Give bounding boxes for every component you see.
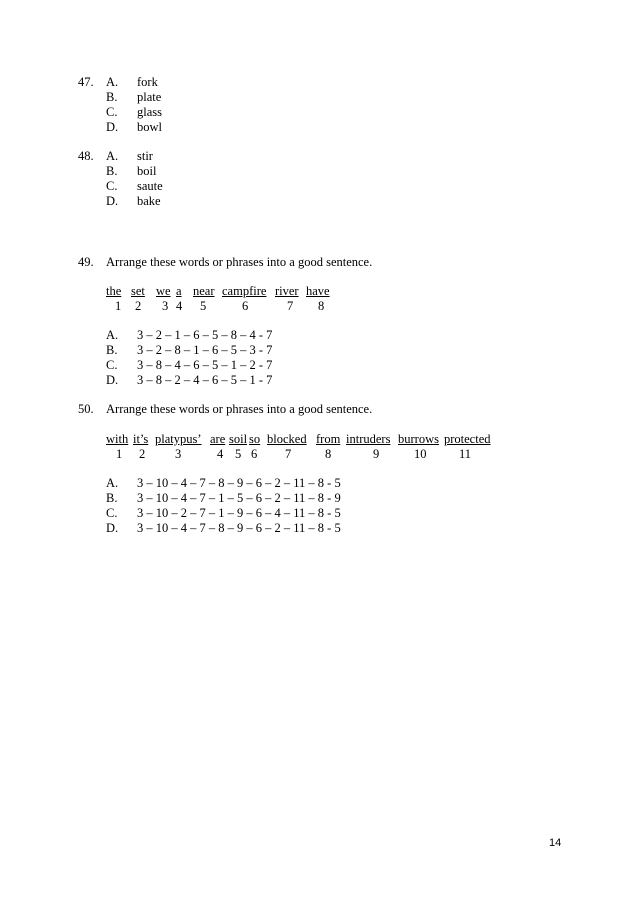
option-text: 3 – 8 – 2 – 4 – 6 – 5 – 1 - 7 — [137, 373, 273, 387]
word-number: 6 — [251, 447, 258, 461]
option-text: bake — [137, 194, 161, 208]
option-letter: A. — [106, 476, 119, 490]
option-text: 3 – 10 – 4 – 7 – 1 – 5 – 6 – 2 – 11 – 8 - 9 — [137, 491, 341, 505]
option-text: 3 – 10 – 4 – 7 – 8 – 9 – 6 – 2 – 11 – 8 - 5 — [137, 521, 341, 535]
option-text: 3 – 2 – 1 – 6 – 5 – 8 – 4 - 7 — [137, 328, 273, 342]
word-token: river — [275, 284, 299, 298]
word-token: are — [210, 432, 226, 446]
word-token: have — [306, 284, 330, 298]
word-number: 8 — [325, 447, 332, 461]
word-token: we — [156, 284, 171, 298]
option-letter: A. — [106, 328, 119, 342]
word-number: 8 — [318, 299, 325, 313]
option-letter: A. — [106, 75, 119, 89]
word-number: 1 — [115, 299, 122, 313]
word-number: 5 — [200, 299, 207, 313]
option-text: bowl — [137, 120, 162, 134]
word-number: 11 — [459, 447, 472, 461]
word-number: 7 — [285, 447, 292, 461]
word-token: near — [193, 284, 215, 298]
option-text: stir — [137, 149, 153, 163]
option-letter: C. — [106, 179, 118, 193]
word-token: platypus’ — [155, 432, 202, 446]
word-token: set — [131, 284, 145, 298]
word-token: from — [316, 432, 341, 446]
word-token: protected — [444, 432, 491, 446]
word-number: 9 — [373, 447, 380, 461]
option-letter: D. — [106, 521, 119, 535]
word-token: soil — [229, 432, 248, 446]
option-letter: C. — [106, 358, 118, 372]
question-number: 50. — [78, 402, 94, 416]
option-text: plate — [137, 90, 162, 104]
option-letter: D. — [106, 120, 119, 134]
question-prompt: Arrange these words or phrases into a good sentence. — [106, 255, 373, 269]
word-number: 4 — [217, 447, 224, 461]
option-text: fork — [137, 75, 158, 89]
word-token: burrows — [398, 432, 439, 446]
word-token: a — [176, 284, 182, 298]
word-number: 1 — [116, 447, 123, 461]
option-letter: D. — [106, 373, 119, 387]
word-number: 3 — [175, 447, 182, 461]
word-number: 2 — [135, 299, 142, 313]
word-token: blocked — [267, 432, 307, 446]
option-letter: A. — [106, 149, 119, 163]
option-text: 3 – 2 – 8 – 1 – 6 – 5 – 3 - 7 — [137, 343, 273, 357]
option-letter: B. — [106, 90, 118, 104]
option-letter: B. — [106, 164, 118, 178]
word-token: it’s — [133, 432, 149, 446]
option-text: 3 – 10 – 2 – 7 – 1 – 9 – 6 – 4 – 11 – 8 - 5 — [137, 506, 341, 520]
question-number: 49. — [78, 255, 94, 269]
word-token: intruders — [346, 432, 391, 446]
option-text: 3 – 10 – 4 – 7 – 8 – 9 – 6 – 2 – 11 – 8 - 5 — [137, 476, 341, 490]
option-letter: B. — [106, 343, 118, 357]
word-number: 2 — [139, 447, 146, 461]
question-number: 48. — [78, 149, 94, 163]
option-text: 3 – 8 – 4 – 6 – 5 – 1 – 2 - 7 — [137, 358, 273, 372]
word-number: 3 — [162, 299, 169, 313]
option-letter: C. — [106, 105, 118, 119]
word-number: 6 — [242, 299, 249, 313]
option-letter: B. — [106, 491, 118, 505]
word-number: 4 — [176, 299, 183, 313]
option-text: glass — [137, 105, 162, 119]
word-number: 7 — [287, 299, 294, 313]
option-letter: C. — [106, 506, 118, 520]
word-token: with — [106, 432, 129, 446]
option-text: saute — [137, 179, 163, 193]
question-number: 47. — [78, 75, 94, 89]
word-token: the — [106, 284, 122, 298]
word-token: campfire — [222, 284, 267, 298]
page-number: 14 — [549, 837, 562, 849]
word-token: so — [249, 432, 261, 446]
option-letter: D. — [106, 194, 119, 208]
word-number: 10 — [414, 447, 427, 461]
word-number: 5 — [235, 447, 242, 461]
option-text: boil — [137, 164, 157, 178]
question-prompt: Arrange these words or phrases into a good sentence. — [106, 402, 373, 416]
